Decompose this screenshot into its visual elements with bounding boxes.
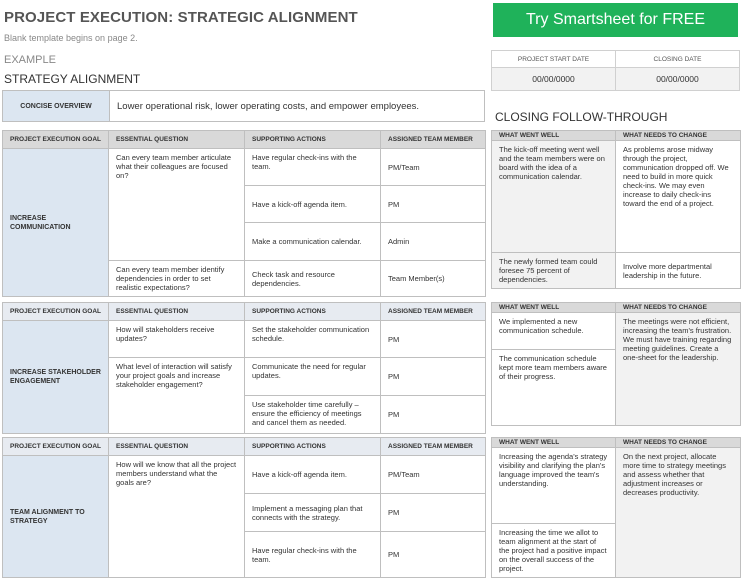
member-cell[interactable]: PM/Team bbox=[381, 456, 486, 494]
went-well-cell[interactable]: We implemented a new communication schedule. bbox=[492, 313, 616, 350]
member-header: ASSIGNED TEAM MEMBER bbox=[381, 303, 486, 321]
goal-header: PROJECT EXECUTION GOAL bbox=[3, 438, 109, 456]
went-well-cell[interactable]: The newly formed team could foresee 75 percent of dependencies. bbox=[492, 253, 616, 289]
closing-date-label: CLOSING DATE bbox=[616, 51, 740, 68]
closing-date-value[interactable]: 00/00/0000 bbox=[616, 68, 740, 91]
actions-header: SUPPORTING ACTIONS bbox=[245, 303, 381, 321]
goal-table-alignment bbox=[2, 437, 486, 578]
went-well-cell[interactable]: The communication schedule kept more team members aware of their progress. bbox=[492, 350, 616, 426]
action-cell[interactable]: Have a kick-off agenda item. bbox=[245, 456, 381, 494]
member-cell[interactable]: Team Member(s) bbox=[381, 261, 486, 297]
member-cell[interactable]: PM/Team bbox=[381, 149, 486, 186]
needs-change-cell[interactable]: The meetings were not efficient, increasing the team's frustration. We must have training regarding meeting guidelines. Create a one-sheet for the leadership. bbox=[616, 313, 741, 426]
goal-cell[interactable]: INCREASE COMMUNICATION bbox=[3, 149, 109, 297]
action-cell[interactable]: Use stakeholder time carefully – ensure the efficiency of meetings and cancel them as needed. bbox=[245, 396, 381, 434]
dates-table bbox=[491, 50, 740, 91]
needs-change-header: WHAT NEEDS TO CHANGE bbox=[616, 303, 741, 313]
followthrough-table-alignment bbox=[491, 437, 741, 578]
member-cell[interactable]: PM bbox=[381, 532, 486, 578]
needs-change-cell[interactable]: As problems arose midway through the project, communication dropped off. We need to build in more quick check-ins. We may even increase to daily check-ins toward the end of a project. bbox=[616, 141, 741, 253]
overview-label: CONCISE OVERVIEW bbox=[3, 91, 110, 122]
page-title: PROJECT EXECUTION: STRATEGIC ALIGNMENT bbox=[4, 9, 358, 26]
question-cell[interactable]: Can every team member identify dependencies in order to set realistic expectations? bbox=[109, 261, 245, 297]
went-well-header: WHAT WENT WELL bbox=[492, 438, 616, 448]
needs-change-header: WHAT NEEDS TO CHANGE bbox=[616, 438, 741, 448]
action-cell[interactable]: Communicate the need for regular updates. bbox=[245, 358, 381, 396]
went-well-cell[interactable]: Increasing the time we allot to team alignment at the start of the project had a positive impact on the overall success of the project. bbox=[492, 524, 616, 578]
actions-header: SUPPORTING ACTIONS bbox=[245, 131, 381, 149]
example-label: EXAMPLE bbox=[4, 54, 56, 66]
goal-header: PROJECT EXECUTION GOAL bbox=[3, 303, 109, 321]
goal-table-communication bbox=[2, 130, 486, 297]
went-well-cell[interactable]: The kick-off meeting went well and the team members were on board with the idea of a communication calendar. bbox=[492, 141, 616, 253]
member-cell[interactable]: PM bbox=[381, 186, 486, 223]
went-well-header: WHAT WENT WELL bbox=[492, 131, 616, 141]
action-cell[interactable]: Have regular check-ins with the team. bbox=[245, 532, 381, 578]
overview-text[interactable]: Lower operational risk, lower operating costs, and empower employees. bbox=[110, 91, 485, 122]
member-cell[interactable]: PM bbox=[381, 358, 486, 396]
action-cell[interactable]: Check task and resource dependencies. bbox=[245, 261, 381, 297]
question-cell[interactable]: How will we know that all the project members understand what the goals are? bbox=[109, 456, 245, 578]
needs-change-cell[interactable]: Involve more departmental leadership in the future. bbox=[616, 253, 741, 289]
went-well-cell[interactable]: Increasing the agenda's strategy visibility and clarifying the plan's language improved the team's understanding. bbox=[492, 448, 616, 524]
goal-header: PROJECT EXECUTION GOAL bbox=[3, 131, 109, 149]
goal-table-stakeholder bbox=[2, 302, 486, 434]
start-date-label: PROJECT START DATE bbox=[492, 51, 616, 68]
action-cell[interactable]: Make a communication calendar. bbox=[245, 223, 381, 261]
needs-change-cell[interactable]: On the next project, allocate more time to strategy meetings and assess whether that adjustment increases or decreases productivity. bbox=[616, 448, 741, 578]
went-well-header: WHAT WENT WELL bbox=[492, 303, 616, 313]
goal-cell[interactable]: INCREASE STAKEHOLDER ENGAGEMENT bbox=[3, 321, 109, 434]
action-cell[interactable]: Implement a messaging plan that connects with the strategy. bbox=[245, 494, 381, 532]
goal-cell[interactable]: TEAM ALIGNMENT TO STRATEGY bbox=[3, 456, 109, 578]
member-cell[interactable]: PM bbox=[381, 396, 486, 434]
strategy-label: STRATEGY ALIGNMENT bbox=[4, 72, 141, 86]
followthrough-table-communication bbox=[491, 130, 741, 289]
needs-change-header: WHAT NEEDS TO CHANGE bbox=[616, 131, 741, 141]
overview-table bbox=[2, 90, 485, 122]
question-header: ESSENTIAL QUESTION bbox=[109, 131, 245, 149]
member-header: ASSIGNED TEAM MEMBER bbox=[381, 438, 486, 456]
question-cell[interactable]: What level of interaction will satisfy your project goals and increase stakeholder engagement? bbox=[109, 358, 245, 434]
subtitle: Blank template begins on page 2. bbox=[4, 33, 138, 43]
try-smartsheet-button[interactable]: Try Smartsheet for FREE bbox=[493, 3, 738, 37]
followthrough-table-stakeholder bbox=[491, 302, 741, 426]
question-cell[interactable]: Can every team member articulate what their colleagues are focused on? bbox=[109, 149, 245, 261]
actions-header: SUPPORTING ACTIONS bbox=[245, 438, 381, 456]
question-cell[interactable]: How will stakeholders receive updates? bbox=[109, 321, 245, 358]
member-cell[interactable]: Admin bbox=[381, 223, 486, 261]
member-cell[interactable]: PM bbox=[381, 494, 486, 532]
action-cell[interactable]: Have regular check-ins with the team. bbox=[245, 149, 381, 186]
member-header: ASSIGNED TEAM MEMBER bbox=[381, 131, 486, 149]
question-header: ESSENTIAL QUESTION bbox=[109, 303, 245, 321]
question-header: ESSENTIAL QUESTION bbox=[109, 438, 245, 456]
member-cell[interactable]: PM bbox=[381, 321, 486, 358]
start-date-value[interactable]: 00/00/0000 bbox=[492, 68, 616, 91]
action-cell[interactable]: Set the stakeholder communication schedule. bbox=[245, 321, 381, 358]
closing-follow-through-title: CLOSING FOLLOW-THROUGH bbox=[495, 110, 668, 124]
action-cell[interactable]: Have a kick-off agenda item. bbox=[245, 186, 381, 223]
